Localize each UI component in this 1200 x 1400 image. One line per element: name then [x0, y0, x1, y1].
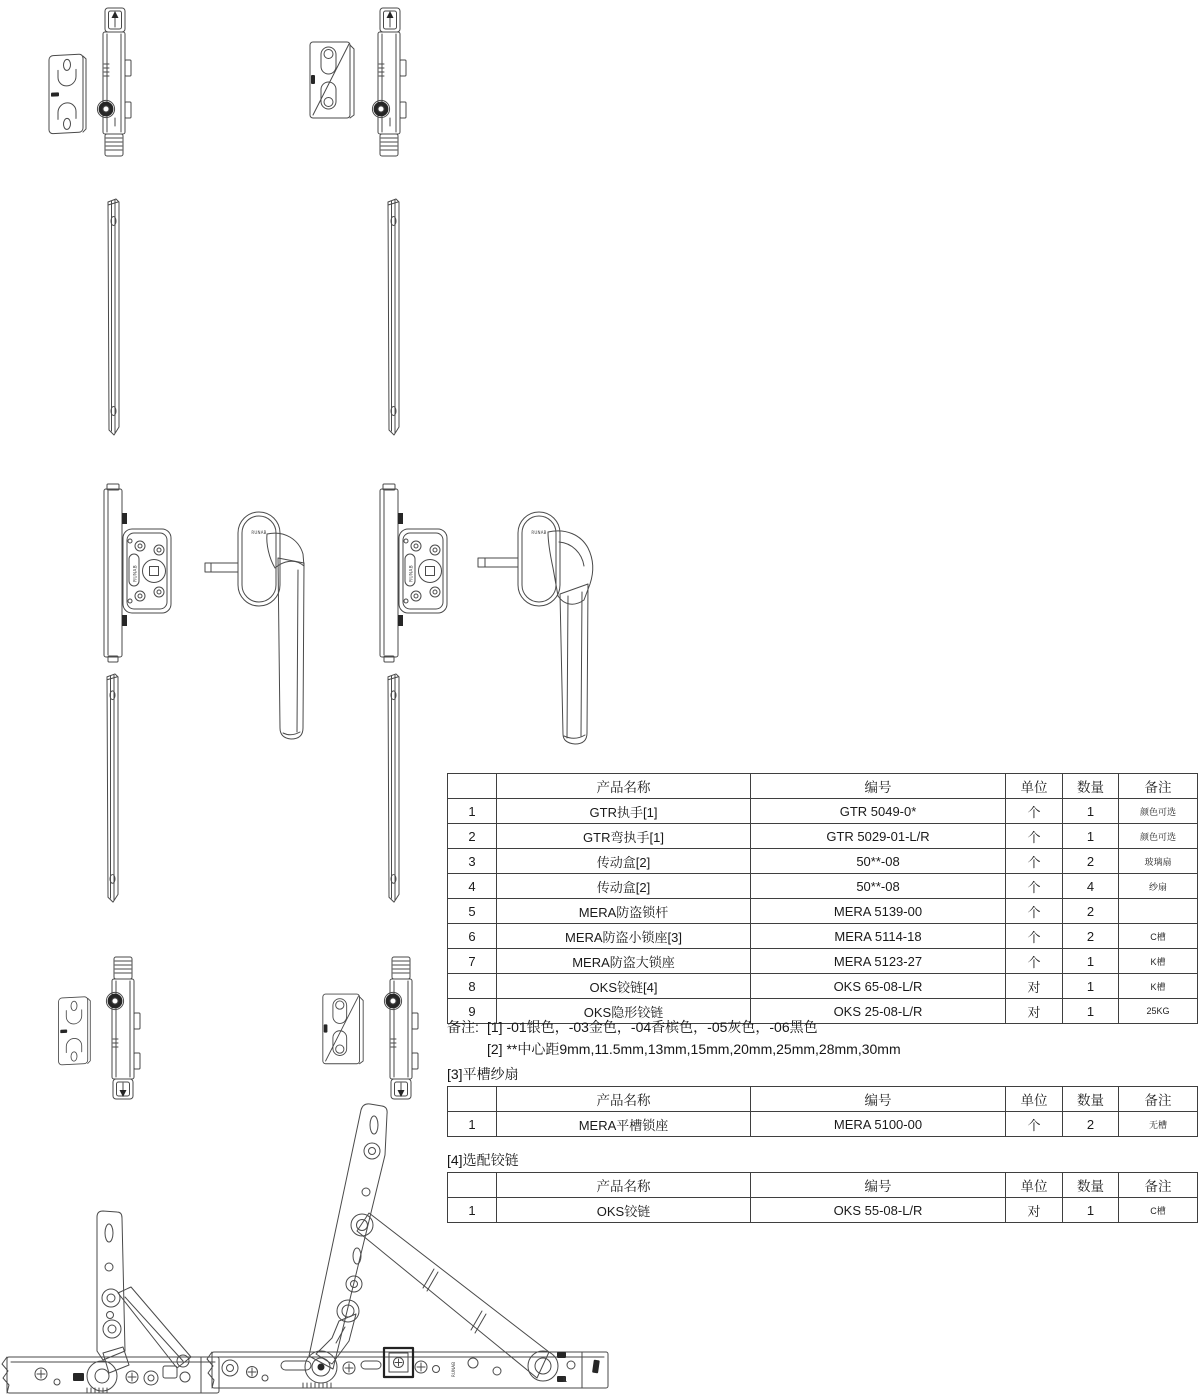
drawing-cam-unit-3 — [106, 957, 140, 1099]
header-row — [448, 1087, 1198, 1112]
table-cell: 1 — [1063, 824, 1119, 849]
main-parts-table — [447, 773, 1198, 1024]
column-header-4: 数量 — [1063, 774, 1119, 799]
table-cell: 对 — [1006, 974, 1063, 999]
column-header-3: 单位 — [1006, 774, 1063, 799]
table-cell: 2 — [1063, 1112, 1119, 1137]
column-header-5: 备注 — [1119, 1173, 1198, 1198]
table-cell: 1 — [1063, 949, 1119, 974]
table-cell: 个 — [1006, 874, 1063, 899]
table-cell: 1 — [1063, 1198, 1119, 1223]
table-cell: OKS铰链 — [497, 1198, 751, 1223]
table-cell: 2 — [1063, 924, 1119, 949]
column-header-1: 产品名称 — [497, 774, 751, 799]
table-cell: GTR 5049-0* — [751, 799, 1006, 824]
table-cell: 个 — [1006, 924, 1063, 949]
column-header-0 — [448, 1173, 497, 1198]
table-cell: 50**-08 — [751, 849, 1006, 874]
column-header-1: 产品名称 — [497, 1173, 751, 1198]
column-header-0 — [448, 1087, 497, 1112]
hinge-orientation-mark: L — [563, 1376, 568, 1384]
table-cell: 颜色可选 — [1119, 799, 1198, 824]
brand-label: RUNAB — [251, 530, 267, 535]
table-row — [448, 1198, 1198, 1223]
table-cell: MERA防盗大锁座 — [497, 949, 751, 974]
table-cell: MERA 5114-18 — [751, 924, 1006, 949]
column-header-3: 单位 — [1006, 1173, 1063, 1198]
table-cell: OKS铰链[4] — [497, 974, 751, 999]
table-cell: 传动盒[2] — [497, 849, 751, 874]
table-cell: 个 — [1006, 1112, 1063, 1137]
drawing-hinge-large — [207, 1104, 608, 1388]
screen-sash-table — [447, 1086, 1198, 1137]
drawing-lock-rod-3 — [107, 674, 118, 902]
table-cell: 个 — [1006, 799, 1063, 824]
drawing-keeper-2 — [310, 42, 354, 118]
table-cell: 个 — [1006, 849, 1063, 874]
table-cell: 个 — [1006, 899, 1063, 924]
table-row — [448, 1112, 1198, 1137]
drawing-cam-unit-4 — [384, 957, 418, 1099]
column-header-4: 数量 — [1063, 1087, 1119, 1112]
table-row — [448, 924, 1198, 949]
table-cell: C槽 — [1119, 1198, 1198, 1223]
drawing-lock-rod-1 — [108, 199, 119, 435]
table-cell: 4 — [448, 874, 497, 899]
column-header-3: 单位 — [1006, 1087, 1063, 1112]
table-cell: MERA防盗锁杆 — [497, 899, 751, 924]
header-row — [448, 1173, 1198, 1198]
table-cell: 对 — [1006, 999, 1063, 1024]
drawing-keeper-1 — [49, 54, 86, 134]
table-row — [448, 849, 1198, 874]
drawing-gearbox-2 — [380, 484, 447, 662]
table-cell: 2 — [448, 824, 497, 849]
drawing-keeper-3 — [59, 996, 91, 1065]
table-cell: 1 — [448, 799, 497, 824]
table-cell: OKS 55-08-L/R — [751, 1198, 1006, 1223]
table-row — [448, 974, 1198, 999]
table-cell: 1 — [1063, 999, 1119, 1024]
table-cell: GTR弯执手[1] — [497, 824, 751, 849]
column-header-0 — [448, 774, 497, 799]
table-cell: 2 — [1063, 899, 1119, 924]
table-row — [448, 824, 1198, 849]
optional-hinge-table — [447, 1172, 1198, 1223]
table-cell: 1 — [1063, 974, 1119, 999]
table-cell: 9 — [448, 999, 497, 1024]
drawing-lock-rod-4 — [388, 674, 399, 902]
header-row — [448, 774, 1198, 799]
section-label-screen-sash: [3]平槽纱扇 — [447, 1066, 519, 1082]
table-cell: 纱扇 — [1119, 874, 1198, 899]
table-cell: 颜色可选 — [1119, 824, 1198, 849]
table-cell: 5 — [448, 899, 497, 924]
column-header-4: 数量 — [1063, 1173, 1119, 1198]
table-cell: MERA防盗小锁座[3] — [497, 924, 751, 949]
table-cell: 个 — [1006, 824, 1063, 849]
table-cell: 2 — [1063, 849, 1119, 874]
table-cell: MERA 5123-27 — [751, 949, 1006, 974]
table-cell: 6 — [448, 924, 497, 949]
drawing-handle-straight — [205, 512, 304, 739]
column-header-2: 编号 — [751, 1173, 1006, 1198]
table-cell: 个 — [1006, 949, 1063, 974]
table-cell: K槽 — [1119, 949, 1198, 974]
table-cell: OKS 65-08-L/R — [751, 974, 1006, 999]
column-header-2: 编号 — [751, 774, 1006, 799]
table-cell: MERA 5100-00 — [751, 1112, 1006, 1137]
table-cell: 对 — [1006, 1198, 1063, 1223]
table-cell: OKS 25-08-L/R — [751, 999, 1006, 1024]
table-cell: OKS隐形铰链 — [497, 999, 751, 1024]
column-header-1: 产品名称 — [497, 1087, 751, 1112]
table-row — [448, 899, 1198, 924]
section-label-optional-hinge: [4]选配铰链 — [447, 1152, 519, 1168]
table-cell: GTR执手[1] — [497, 799, 751, 824]
table-cell: MERA平槽锁座 — [497, 1112, 751, 1137]
note-line-1: [1] -01银色，-03金色，-04香槟色，-05灰色，-06黑色 — [487, 1019, 818, 1035]
notes-prefix: 备注: — [447, 1019, 479, 1035]
table-cell: 玻璃扇 — [1119, 849, 1198, 874]
drawing-cam-unit-1 — [97, 8, 131, 156]
brand-label: RUNAB — [531, 530, 547, 535]
table-cell: 25KG — [1119, 999, 1198, 1024]
table-cell: MERA 5139-00 — [751, 899, 1006, 924]
table-row — [448, 874, 1198, 899]
table-cell: 无槽 — [1119, 1112, 1198, 1137]
table-cell — [1119, 899, 1198, 924]
table-cell: 4 — [1063, 874, 1119, 899]
drawing-keeper-4 — [323, 994, 363, 1064]
table-row — [448, 949, 1198, 974]
table-cell: 8 — [448, 974, 497, 999]
table-row — [448, 799, 1198, 824]
drawing-hinge-small — [2, 1211, 219, 1393]
table-cell: 7 — [448, 949, 497, 974]
table-cell: 3 — [448, 849, 497, 874]
table-cell: 1 — [1063, 799, 1119, 824]
table-cell: 50**-08 — [751, 874, 1006, 899]
table-cell: C槽 — [1119, 924, 1198, 949]
table-cell: 传动盒[2] — [497, 874, 751, 899]
drawing-cam-unit-2 — [372, 8, 406, 156]
column-header-5: 备注 — [1119, 774, 1198, 799]
table-cell: 1 — [448, 1198, 497, 1223]
notes-block — [447, 1016, 901, 1060]
drawing-handle-bent — [478, 512, 593, 744]
note-line-2: [2] **中心距9mm,11.5mm,13mm,15mm,20mm,25mm,28mm,30mm — [487, 1041, 901, 1057]
table-cell: K槽 — [1119, 974, 1198, 999]
table-cell: GTR 5029-01-L/R — [751, 824, 1006, 849]
drawing-gearbox-1 — [104, 484, 171, 662]
table-cell: 1 — [448, 1112, 497, 1137]
drawing-lock-rod-2 — [388, 199, 399, 435]
column-header-2: 编号 — [751, 1087, 1006, 1112]
column-header-5: 备注 — [1119, 1087, 1198, 1112]
brand-label: RUNAB — [451, 1361, 456, 1377]
